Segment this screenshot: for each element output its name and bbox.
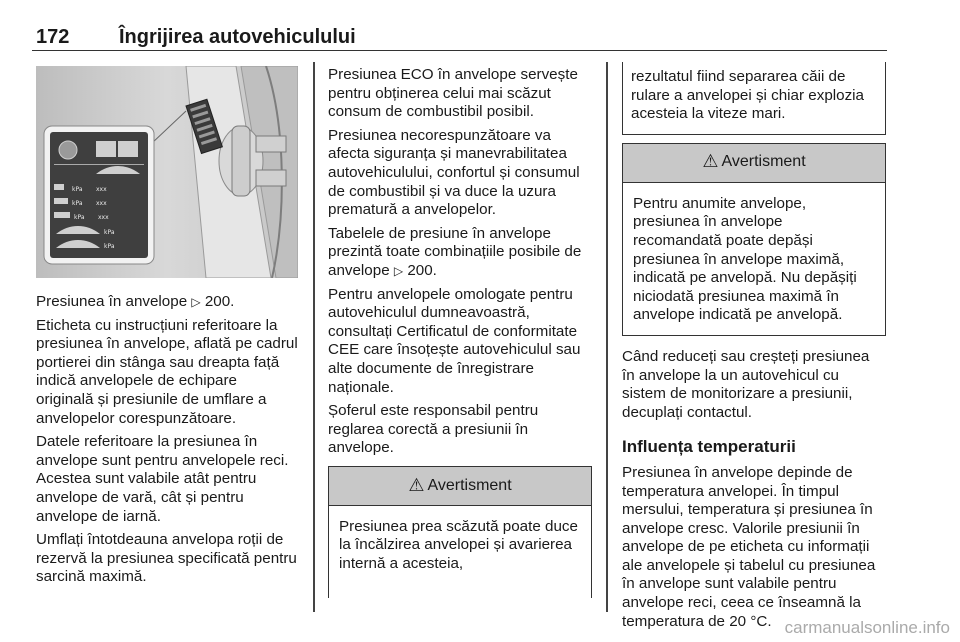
page-reference[interactable]: 200.	[204, 293, 235, 310]
paragraph: Eticheta cu instrucțiuni referitoare la presiunea în anvelope, aflată pe cadrul portierei din stânga sau dreapta față indică anvelopele de echipare originală și presiunile de umflare a anvelopelor corespunzătoare.	[36, 316, 298, 427]
column-divider	[606, 62, 608, 612]
tire-pressure-label-figure	[36, 66, 298, 278]
page-header	[32, 24, 887, 51]
paragraph: Presiunea în anvelope ▷ 200.	[36, 293, 235, 310]
paragraph: Presiunea în anvelope depinde de temperatura anvelopei. În timpul mersului, temperatura și presiunea în anvelope cresc. Valorile presiunii în anvelope de pe eticheta cu informații ale anvelopele și tabelul cu presiunea în anvelope sunt valabile pentru anvelope reci, ceea ce înseamnă la temperatura de 20 °C.	[622, 463, 876, 630]
label-kpa-5: kPa	[104, 243, 115, 250]
label-value-3: xxx	[98, 214, 109, 221]
label-value-1: xxx	[96, 186, 107, 193]
page-reference[interactable]: 200.	[407, 261, 437, 279]
warning-icon: ⚠	[702, 151, 719, 173]
paragraph: Șoferul este responsabil pentru reglarea corectă a presiunii în anvelope.	[328, 402, 539, 457]
warning-icon: ⚠	[408, 474, 425, 496]
label-value-2: xxx	[96, 200, 107, 207]
label-kpa-3: kPa	[74, 214, 85, 221]
warning-header	[329, 467, 591, 506]
paragraph: Pentru anvelopele omologate pentru autovehiculul dumneavoastră, consultați Certificatul de conformitate CEE care însoțește autovehiculul sau alte documente de înregistrare naționale.	[328, 285, 581, 396]
label-kpa-2: kPa	[72, 200, 83, 207]
section-heading: Influența temperaturii	[622, 437, 796, 457]
column-divider	[313, 62, 315, 612]
warning-text: Pentru anumite anvelope, presiunea în anvelope recomandată poate depăși presiunea în anvelope maximă, indicată pe anvelopă. Nu depășiți niciodată presiunea maximă în anvelope indicată pe anvelopă.	[633, 194, 857, 324]
paragraph: Tabelele de presiune în anvelope prezintă toate combinațiile posibile de anvelope ▷ 200.	[328, 224, 582, 279]
label-kpa-1: kPa	[72, 186, 83, 193]
label-kpa-4: kPa	[104, 229, 115, 236]
warning-box	[328, 466, 592, 598]
warning-title: Avertisment	[721, 153, 806, 171]
paragraph: Presiunea ECO în anvelope servește pentru obținerea celui mai scăzut consum de combustibil posibil.	[328, 66, 578, 121]
paragraph: Când reduceți sau creșteți presiunea în anvelope la un autovehicul cu sistem de monitorizare a presiunii, decuplați contactul.	[622, 347, 870, 421]
chapter-title: Îngrijirea autovehiculului	[119, 26, 356, 48]
watermark: carmanualsonline.info	[784, 618, 950, 637]
warning-box	[622, 143, 886, 336]
ref-arrow-icon: ▷	[393, 263, 404, 278]
warning-title: Avertisment	[427, 476, 512, 494]
warning-header	[623, 144, 885, 183]
warning-continuation: rezultatul fiind separarea căii de rulare a anvelopei și chiar explozia acesteia la viteze mari.	[622, 62, 886, 135]
column-left	[36, 66, 298, 592]
column-right	[622, 66, 886, 636]
paragraph: Presiunea necorespunzătoare va afecta siguranța și manevrabilitatea autovehiculului, confortul și consumul de combustibil și va duce la uzura prematură a anvelopelor.	[328, 126, 580, 219]
warning-text: Presiunea prea scăzută poate duce la încălzirea anvelopei și avarierea internă a acesteia,	[339, 517, 578, 573]
column-middle	[328, 66, 592, 598]
door-frame-illustration	[36, 66, 298, 278]
paragraph: Umflați întotdeauna anvelopa roții de rezervă la presiunea specificată pentru sarcină maximă.	[36, 531, 297, 586]
page-number: 172	[36, 26, 70, 48]
ref-arrow-icon: ▷	[191, 295, 201, 309]
paragraph: Datele referitoare la presiunea în anvelope sunt pentru anvelopele reci. Acestea sunt valabile atât pentru anvelope de vară, cât și pentru anvelope de iarnă.	[36, 433, 289, 525]
